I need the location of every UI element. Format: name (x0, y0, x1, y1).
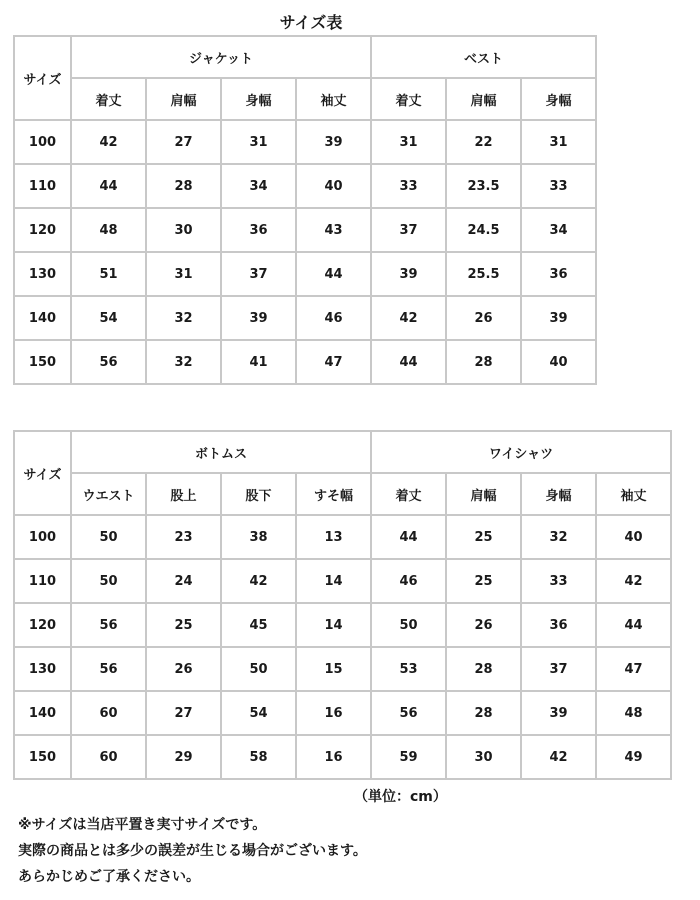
column-header: 身幅 (521, 78, 596, 120)
value-cell: 60 (71, 691, 146, 735)
value-cell: 54 (71, 296, 146, 340)
value-cell: 31 (221, 120, 296, 164)
table-row (14, 252, 596, 296)
value-cell: 23.5 (446, 164, 521, 208)
column-header: 着丈 (371, 78, 446, 120)
value-cell: 50 (371, 603, 446, 647)
value-cell: 33 (521, 559, 596, 603)
value-cell: 29 (146, 735, 221, 779)
value-cell: 39 (221, 296, 296, 340)
column-header: 袖丈 (296, 78, 371, 120)
value-cell: 15 (296, 647, 371, 691)
table-row (14, 120, 596, 164)
column-header: 着丈 (371, 473, 446, 515)
size-cell: 140 (14, 691, 71, 735)
size-table-bottoms-shirt (13, 430, 672, 780)
value-cell: 58 (221, 735, 296, 779)
value-cell: 53 (371, 647, 446, 691)
value-cell: 56 (71, 340, 146, 384)
column-header: 肩幅 (446, 78, 521, 120)
size-table-jacket-vest (13, 35, 597, 385)
value-cell: 25 (446, 559, 521, 603)
value-cell: 32 (521, 515, 596, 559)
value-cell: 42 (221, 559, 296, 603)
column-header: 股上 (146, 473, 221, 515)
value-cell: 28 (146, 164, 221, 208)
value-cell: 34 (521, 208, 596, 252)
value-cell: 40 (521, 340, 596, 384)
note-line: 実際の商品とは多少の誤差が生じる場合がございます。 (18, 843, 367, 859)
value-cell: 31 (521, 120, 596, 164)
value-cell: 30 (446, 735, 521, 779)
value-cell: 42 (521, 735, 596, 779)
group-header-jacket: ジャケット (71, 36, 371, 78)
column-header: 身幅 (521, 473, 596, 515)
value-cell: 47 (296, 340, 371, 384)
value-cell: 36 (521, 252, 596, 296)
value-cell: 27 (146, 691, 221, 735)
value-cell: 44 (596, 603, 671, 647)
column-header: 肩幅 (146, 78, 221, 120)
table-row (14, 208, 596, 252)
size-header: サイズ (14, 431, 71, 515)
page-title: サイズ表 (279, 13, 343, 32)
value-cell: 24 (146, 559, 221, 603)
value-cell: 28 (446, 340, 521, 384)
column-header: ウエスト (71, 473, 146, 515)
value-cell: 39 (296, 120, 371, 164)
value-cell: 41 (221, 340, 296, 384)
value-cell: 45 (221, 603, 296, 647)
value-cell: 48 (596, 691, 671, 735)
value-cell: 13 (296, 515, 371, 559)
value-cell: 59 (371, 735, 446, 779)
size-cell: 120 (14, 208, 71, 252)
size-cell: 120 (14, 603, 71, 647)
value-cell: 42 (596, 559, 671, 603)
size-cell: 130 (14, 647, 71, 691)
table-row (14, 735, 671, 779)
value-cell: 37 (221, 252, 296, 296)
table-row (14, 515, 671, 559)
value-cell: 26 (446, 603, 521, 647)
value-cell: 37 (521, 647, 596, 691)
value-cell: 44 (71, 164, 146, 208)
value-cell: 60 (71, 735, 146, 779)
value-cell: 54 (221, 691, 296, 735)
group-header-bottoms: ボトムス (71, 431, 371, 473)
column-header: 肩幅 (446, 473, 521, 515)
value-cell: 43 (296, 208, 371, 252)
note-line: あらかじめご了承ください。 (18, 869, 200, 885)
value-cell: 46 (371, 559, 446, 603)
value-cell: 25.5 (446, 252, 521, 296)
size-header: サイズ (14, 36, 71, 120)
unit-label: （単位：cm） (354, 789, 447, 805)
notes (18, 812, 367, 890)
value-cell: 14 (296, 603, 371, 647)
value-cell: 56 (71, 647, 146, 691)
value-cell: 50 (71, 515, 146, 559)
value-cell: 49 (596, 735, 671, 779)
value-cell: 22 (446, 120, 521, 164)
value-cell: 31 (146, 252, 221, 296)
value-cell: 44 (371, 340, 446, 384)
size-cell: 110 (14, 164, 71, 208)
table-row (14, 296, 596, 340)
size-cell: 150 (14, 735, 71, 779)
value-cell: 31 (371, 120, 446, 164)
value-cell: 42 (71, 120, 146, 164)
size-cell: 100 (14, 120, 71, 164)
value-cell: 34 (221, 164, 296, 208)
group-header-shirt: ワイシャツ (371, 431, 671, 473)
table-row (14, 691, 671, 735)
value-cell: 25 (146, 603, 221, 647)
value-cell: 28 (446, 647, 521, 691)
note-line: ※サイズは当店平置き実寸サイズです。 (18, 817, 267, 833)
value-cell: 39 (521, 691, 596, 735)
size-cell: 150 (14, 340, 71, 384)
value-cell: 27 (146, 120, 221, 164)
table-body (14, 120, 596, 384)
size-cell: 140 (14, 296, 71, 340)
value-cell: 48 (71, 208, 146, 252)
value-cell: 14 (296, 559, 371, 603)
value-cell: 50 (71, 559, 146, 603)
value-cell: 36 (221, 208, 296, 252)
value-cell: 42 (371, 296, 446, 340)
table-row (14, 647, 671, 691)
size-cell: 130 (14, 252, 71, 296)
value-cell: 56 (371, 691, 446, 735)
value-cell: 28 (446, 691, 521, 735)
value-cell: 37 (371, 208, 446, 252)
value-cell: 23 (146, 515, 221, 559)
column-header: すそ幅 (296, 473, 371, 515)
value-cell: 51 (71, 252, 146, 296)
value-cell: 32 (146, 340, 221, 384)
value-cell: 44 (371, 515, 446, 559)
value-cell: 24.5 (446, 208, 521, 252)
value-cell: 16 (296, 735, 371, 779)
column-header: 股下 (221, 473, 296, 515)
value-cell: 30 (146, 208, 221, 252)
value-cell: 44 (296, 252, 371, 296)
size-cell: 110 (14, 559, 71, 603)
column-header: 身幅 (221, 78, 296, 120)
value-cell: 39 (521, 296, 596, 340)
table-row (14, 164, 596, 208)
value-cell: 16 (296, 691, 371, 735)
value-cell: 33 (371, 164, 446, 208)
value-cell: 25 (446, 515, 521, 559)
group-header-vest: ベスト (371, 36, 596, 78)
value-cell: 38 (221, 515, 296, 559)
value-cell: 26 (146, 647, 221, 691)
value-cell: 33 (521, 164, 596, 208)
table-body (14, 515, 671, 779)
value-cell: 56 (71, 603, 146, 647)
value-cell: 47 (596, 647, 671, 691)
value-cell: 40 (296, 164, 371, 208)
table-row (14, 603, 671, 647)
value-cell: 26 (446, 296, 521, 340)
table-row (14, 559, 671, 603)
size-cell: 100 (14, 515, 71, 559)
value-cell: 46 (296, 296, 371, 340)
value-cell: 36 (521, 603, 596, 647)
column-header: 袖丈 (596, 473, 671, 515)
value-cell: 39 (371, 252, 446, 296)
value-cell: 50 (221, 647, 296, 691)
column-header: 着丈 (71, 78, 146, 120)
table-row (14, 340, 596, 384)
value-cell: 40 (596, 515, 671, 559)
value-cell: 32 (146, 296, 221, 340)
